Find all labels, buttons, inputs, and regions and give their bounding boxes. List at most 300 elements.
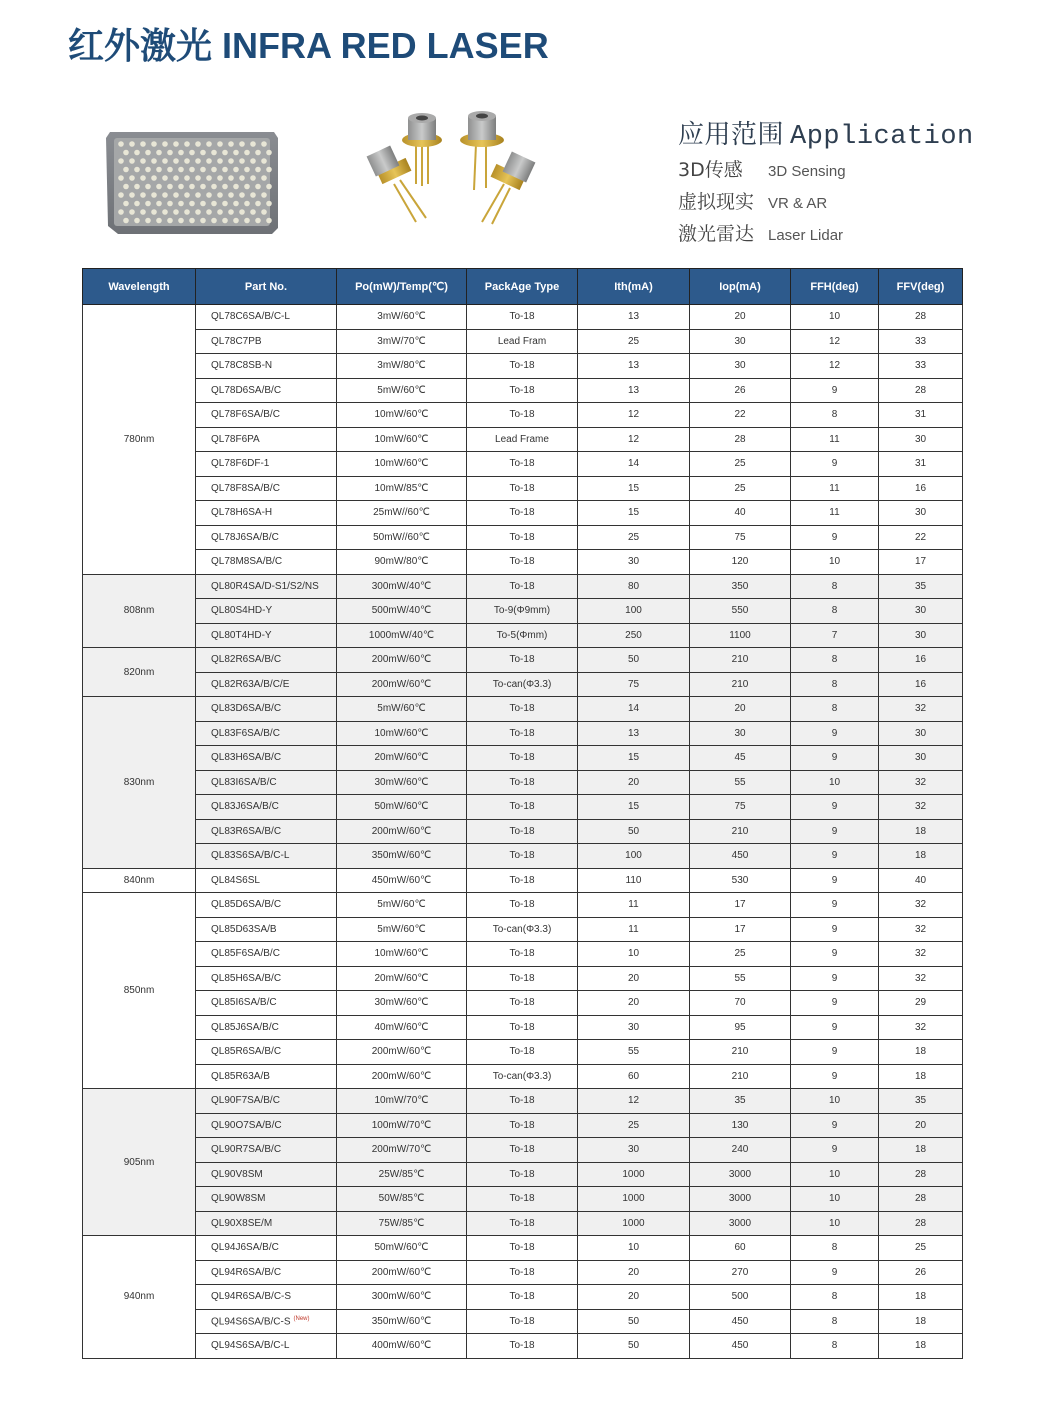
application-title-cn: 应用范围 bbox=[678, 120, 785, 150]
ffv-cell: 32 bbox=[879, 893, 963, 918]
iop-cell: 210 bbox=[690, 1064, 791, 1089]
ith-cell: 50 bbox=[578, 819, 690, 844]
wavelength-cell: 820nm bbox=[83, 648, 196, 697]
ith-cell: 25 bbox=[578, 329, 690, 354]
title-chinese: 红外激光 bbox=[68, 26, 213, 67]
ffv-cell: 40 bbox=[879, 868, 963, 893]
power-temp-cell: 3mW/60℃ bbox=[337, 305, 467, 330]
power-temp-cell: 10mW/85℃ bbox=[337, 476, 467, 501]
power-temp-cell: 300mW/40℃ bbox=[337, 574, 467, 599]
ffv-cell: 30 bbox=[879, 746, 963, 771]
ffv-cell: 32 bbox=[879, 942, 963, 967]
table-row bbox=[83, 305, 963, 330]
ffv-cell: 18 bbox=[879, 1285, 963, 1310]
package-type-cell: Lead Frame bbox=[467, 427, 578, 452]
ffh-cell: 8 bbox=[791, 1236, 879, 1261]
ffh-cell: 8 bbox=[791, 1334, 879, 1359]
package-type-cell: To-18 bbox=[467, 746, 578, 771]
ffh-cell: 9 bbox=[791, 795, 879, 820]
iop-cell: 120 bbox=[690, 550, 791, 575]
ffv-cell: 18 bbox=[879, 1334, 963, 1359]
part-number-cell: QL83F6SA/B/C bbox=[196, 721, 337, 746]
part-number-cell: QL94S6SA/B/C-L bbox=[196, 1334, 337, 1359]
ith-cell: 11 bbox=[578, 893, 690, 918]
ffv-cell: 28 bbox=[879, 305, 963, 330]
part-number-cell: QL90W8SM bbox=[196, 1187, 337, 1212]
power-temp-cell: 50mW/60℃ bbox=[337, 1236, 467, 1261]
header-power-temp: Po(mW)/Temp(℃) bbox=[337, 269, 467, 305]
table-row bbox=[83, 942, 963, 967]
package-type-cell: To-9(Φ9mm) bbox=[467, 599, 578, 624]
package-type-cell: To-18 bbox=[467, 354, 578, 379]
package-type-cell: To-18 bbox=[467, 868, 578, 893]
table-row bbox=[83, 574, 963, 599]
ffh-cell: 9 bbox=[791, 525, 879, 550]
ffv-cell: 30 bbox=[879, 721, 963, 746]
part-number-cell: QL83R6SA/B/C bbox=[196, 819, 337, 844]
ffv-cell: 18 bbox=[879, 1064, 963, 1089]
ffv-cell: 32 bbox=[879, 1015, 963, 1040]
power-temp-cell: 90mW/80℃ bbox=[337, 550, 467, 575]
power-temp-cell: 450mW/60℃ bbox=[337, 868, 467, 893]
application-title bbox=[678, 114, 974, 152]
iop-cell: 25 bbox=[690, 452, 791, 477]
ffh-cell: 12 bbox=[791, 354, 879, 379]
part-number-cell: QL83I6SA/B/C bbox=[196, 770, 337, 795]
ffh-cell: 9 bbox=[791, 893, 879, 918]
ffv-cell: 31 bbox=[879, 403, 963, 428]
iop-cell: 25 bbox=[690, 476, 791, 501]
ffh-cell: 9 bbox=[791, 844, 879, 869]
package-type-cell: To-18 bbox=[467, 1113, 578, 1138]
package-type-cell: To-5(Φmm) bbox=[467, 623, 578, 648]
ith-cell: 10 bbox=[578, 1236, 690, 1261]
ffv-cell: 30 bbox=[879, 599, 963, 624]
ffv-cell: 33 bbox=[879, 354, 963, 379]
ffv-cell: 32 bbox=[879, 966, 963, 991]
iop-cell: 17 bbox=[690, 893, 791, 918]
power-temp-cell: 350mW/60℃ bbox=[337, 844, 467, 869]
package-type-cell: Lead Fram bbox=[467, 329, 578, 354]
ffv-cell: 32 bbox=[879, 795, 963, 820]
iop-cell: 210 bbox=[690, 672, 791, 697]
iop-cell: 30 bbox=[690, 329, 791, 354]
power-temp-cell: 200mW/60℃ bbox=[337, 1064, 467, 1089]
header-wavelength: Wavelength bbox=[83, 269, 196, 305]
ffh-cell: 12 bbox=[791, 329, 879, 354]
ffh-cell: 11 bbox=[791, 501, 879, 526]
iop-cell: 45 bbox=[690, 746, 791, 771]
wavelength-cell: 940nm bbox=[83, 1236, 196, 1359]
power-temp-cell: 3mW/80℃ bbox=[337, 354, 467, 379]
power-temp-cell: 5mW/60℃ bbox=[337, 893, 467, 918]
ith-cell: 20 bbox=[578, 966, 690, 991]
power-temp-cell: 1000mW/40℃ bbox=[337, 623, 467, 648]
table-row bbox=[83, 501, 963, 526]
iop-cell: 130 bbox=[690, 1113, 791, 1138]
part-number-cell: QL78C8SB-N bbox=[196, 354, 337, 379]
table-row bbox=[83, 721, 963, 746]
package-type-cell: To-18 bbox=[467, 1162, 578, 1187]
power-temp-cell: 200mW/60℃ bbox=[337, 1040, 467, 1065]
ith-cell: 14 bbox=[578, 452, 690, 477]
table-row bbox=[83, 1064, 963, 1089]
iop-cell: 210 bbox=[690, 1040, 791, 1065]
ffv-cell: 29 bbox=[879, 991, 963, 1016]
ith-cell: 30 bbox=[578, 1015, 690, 1040]
ith-cell: 30 bbox=[578, 550, 690, 575]
ffh-cell: 9 bbox=[791, 1064, 879, 1089]
package-type-cell: To-18 bbox=[467, 721, 578, 746]
ith-cell: 60 bbox=[578, 1064, 690, 1089]
part-number-cell: QL94J6SA/B/C bbox=[196, 1236, 337, 1261]
ith-cell: 13 bbox=[578, 305, 690, 330]
ffv-cell: 28 bbox=[879, 378, 963, 403]
table-row bbox=[83, 1187, 963, 1212]
table-row bbox=[83, 1089, 963, 1114]
part-number-cell: QL78C7PB bbox=[196, 329, 337, 354]
ffv-cell: 18 bbox=[879, 819, 963, 844]
application-item bbox=[678, 188, 974, 216]
power-temp-cell: 100mW/70℃ bbox=[337, 1113, 467, 1138]
package-type-cell: To-18 bbox=[467, 1260, 578, 1285]
ffh-cell: 9 bbox=[791, 966, 879, 991]
package-type-cell: To-18 bbox=[467, 1285, 578, 1310]
wavelength-cell: 780nm bbox=[83, 305, 196, 575]
power-temp-cell: 400mW/60℃ bbox=[337, 1334, 467, 1359]
laser-diodes-image bbox=[358, 104, 544, 230]
ith-cell: 15 bbox=[578, 501, 690, 526]
iop-cell: 75 bbox=[690, 525, 791, 550]
ith-cell: 11 bbox=[578, 917, 690, 942]
wavelength-cell: 905nm bbox=[83, 1089, 196, 1236]
package-type-cell: To-18 bbox=[467, 942, 578, 967]
ffh-cell: 9 bbox=[791, 1040, 879, 1065]
application-item-cn: 3D传感 bbox=[678, 159, 743, 181]
power-temp-cell: 50mW//60℃ bbox=[337, 525, 467, 550]
application-section bbox=[678, 114, 974, 248]
iop-cell: 17 bbox=[690, 917, 791, 942]
ffv-cell: 30 bbox=[879, 501, 963, 526]
ffh-cell: 8 bbox=[791, 403, 879, 428]
ffv-cell: 20 bbox=[879, 1113, 963, 1138]
ffh-cell: 9 bbox=[791, 942, 879, 967]
package-type-cell: To-18 bbox=[467, 819, 578, 844]
package-type-cell: To-18 bbox=[467, 991, 578, 1016]
header-package-type: PackAge Type bbox=[467, 269, 578, 305]
ffh-cell: 9 bbox=[791, 1260, 879, 1285]
table-row bbox=[83, 1040, 963, 1065]
part-number-cell: QL83S6SA/B/C-L bbox=[196, 844, 337, 869]
header-ffv: FFV(deg) bbox=[879, 269, 963, 305]
part-number-cell: QL83H6SA/B/C bbox=[196, 746, 337, 771]
iop-cell: 500 bbox=[690, 1285, 791, 1310]
application-item bbox=[678, 220, 974, 248]
power-temp-cell: 200mW/60℃ bbox=[337, 648, 467, 673]
power-temp-cell: 20mW/60℃ bbox=[337, 966, 467, 991]
ffv-cell: 18 bbox=[879, 1309, 963, 1334]
wavelength-cell: 830nm bbox=[83, 697, 196, 869]
part-number-cell: QL80S4HD-Y bbox=[196, 599, 337, 624]
power-temp-cell: 200mW/60℃ bbox=[337, 672, 467, 697]
ith-cell: 15 bbox=[578, 476, 690, 501]
part-number-cell: QL78H6SA-H bbox=[196, 501, 337, 526]
power-temp-cell: 10mW/60℃ bbox=[337, 452, 467, 477]
table-row bbox=[83, 403, 963, 428]
ith-cell: 13 bbox=[578, 378, 690, 403]
ith-cell: 1000 bbox=[578, 1162, 690, 1187]
application-item-en: 3D Sensing bbox=[768, 163, 846, 180]
ffh-cell: 8 bbox=[791, 574, 879, 599]
power-temp-cell: 50mW/60℃ bbox=[337, 795, 467, 820]
table-header-row bbox=[83, 269, 963, 305]
ffh-cell: 9 bbox=[791, 452, 879, 477]
table-row bbox=[83, 1334, 963, 1359]
header-part-no: Part No. bbox=[196, 269, 337, 305]
application-item-cn: 虚拟现实 bbox=[678, 191, 755, 213]
application-item-en: VR & AR bbox=[768, 195, 828, 212]
ith-cell: 100 bbox=[578, 599, 690, 624]
power-temp-cell: 5mW/60℃ bbox=[337, 378, 467, 403]
part-number-cell: QL78F6SA/B/C bbox=[196, 403, 337, 428]
part-number-cell: QL85R63A/B bbox=[196, 1064, 337, 1089]
ffv-cell: 30 bbox=[879, 623, 963, 648]
application-item bbox=[678, 156, 974, 184]
part-number-cell: QL85H6SA/B/C bbox=[196, 966, 337, 991]
iop-cell: 450 bbox=[690, 844, 791, 869]
part-number-cell: QL85D63SA/B bbox=[196, 917, 337, 942]
package-type-cell: To-18 bbox=[467, 1334, 578, 1359]
iop-cell: 95 bbox=[690, 1015, 791, 1040]
ith-cell: 25 bbox=[578, 525, 690, 550]
ffh-cell: 8 bbox=[791, 672, 879, 697]
table-row bbox=[83, 1138, 963, 1163]
ffh-cell: 8 bbox=[791, 1309, 879, 1334]
table-row bbox=[83, 648, 963, 673]
part-number-cell: QL83D6SA/B/C bbox=[196, 697, 337, 722]
ffv-cell: 16 bbox=[879, 476, 963, 501]
ffv-cell: 30 bbox=[879, 427, 963, 452]
power-temp-cell: 40mW/60℃ bbox=[337, 1015, 467, 1040]
table-row bbox=[83, 623, 963, 648]
iop-cell: 25 bbox=[690, 942, 791, 967]
power-temp-cell: 200mW/60℃ bbox=[337, 819, 467, 844]
iop-cell: 20 bbox=[690, 305, 791, 330]
ith-cell: 12 bbox=[578, 427, 690, 452]
ffh-cell: 9 bbox=[791, 378, 879, 403]
package-type-cell: To-18 bbox=[467, 1236, 578, 1261]
part-number-cell: QL94R6SA/B/C-S bbox=[196, 1285, 337, 1310]
wavelength-cell: 850nm bbox=[83, 893, 196, 1089]
header-ffh: FFH(deg) bbox=[791, 269, 879, 305]
ith-cell: 13 bbox=[578, 721, 690, 746]
table-row bbox=[83, 917, 963, 942]
table-row bbox=[83, 550, 963, 575]
ith-cell: 12 bbox=[578, 1089, 690, 1114]
package-type-cell: To-18 bbox=[467, 1187, 578, 1212]
ffh-cell: 8 bbox=[791, 648, 879, 673]
part-number-cell: QL78F8SA/B/C bbox=[196, 476, 337, 501]
part-number-cell: QL82R6SA/B/C bbox=[196, 648, 337, 673]
table-row bbox=[83, 770, 963, 795]
wavelength-cell: 840nm bbox=[83, 868, 196, 893]
ffh-cell: 10 bbox=[791, 550, 879, 575]
ith-cell: 80 bbox=[578, 574, 690, 599]
package-type-cell: To-can(Φ3.3) bbox=[467, 672, 578, 697]
power-temp-cell: 30mW/60℃ bbox=[337, 991, 467, 1016]
iop-cell: 40 bbox=[690, 501, 791, 526]
iop-cell: 450 bbox=[690, 1334, 791, 1359]
iop-cell: 60 bbox=[690, 1236, 791, 1261]
part-number-cell: QL85R6SA/B/C bbox=[196, 1040, 337, 1065]
ffh-cell: 10 bbox=[791, 305, 879, 330]
iop-cell: 530 bbox=[690, 868, 791, 893]
ffh-cell: 10 bbox=[791, 770, 879, 795]
power-temp-cell: 350mW/60℃ bbox=[337, 1309, 467, 1334]
package-type-cell: To-18 bbox=[467, 844, 578, 869]
iop-cell: 3000 bbox=[690, 1162, 791, 1187]
power-temp-cell: 300mW/60℃ bbox=[337, 1285, 467, 1310]
ffv-cell: 32 bbox=[879, 917, 963, 942]
iop-cell: 270 bbox=[690, 1260, 791, 1285]
ffh-cell: 10 bbox=[791, 1162, 879, 1187]
new-badge: (New) bbox=[293, 1315, 310, 1322]
laser-chip-tray-image bbox=[104, 128, 280, 236]
ith-cell: 50 bbox=[578, 1334, 690, 1359]
power-temp-cell: 10mW/60℃ bbox=[337, 721, 467, 746]
table-row bbox=[83, 1309, 963, 1334]
ith-cell: 13 bbox=[578, 354, 690, 379]
power-temp-cell: 25mW//60℃ bbox=[337, 501, 467, 526]
ffv-cell: 18 bbox=[879, 844, 963, 869]
ith-cell: 100 bbox=[578, 844, 690, 869]
package-type-cell: To-18 bbox=[467, 525, 578, 550]
table-row bbox=[83, 1236, 963, 1261]
ith-cell: 12 bbox=[578, 403, 690, 428]
ffv-cell: 32 bbox=[879, 697, 963, 722]
ffh-cell: 9 bbox=[791, 721, 879, 746]
table-row bbox=[83, 1162, 963, 1187]
iop-cell: 28 bbox=[690, 427, 791, 452]
power-temp-cell: 20mW/60℃ bbox=[337, 746, 467, 771]
table-row bbox=[83, 746, 963, 771]
package-type-cell: To-18 bbox=[467, 452, 578, 477]
ith-cell: 1000 bbox=[578, 1187, 690, 1212]
ith-cell: 50 bbox=[578, 1309, 690, 1334]
iop-cell: 240 bbox=[690, 1138, 791, 1163]
iop-cell: 22 bbox=[690, 403, 791, 428]
part-number-cell: QL80R4SA/D-S1/S2/NS bbox=[196, 574, 337, 599]
part-number-cell: QL80T4HD-Y bbox=[196, 623, 337, 648]
ith-cell: 20 bbox=[578, 1260, 690, 1285]
table-row bbox=[83, 893, 963, 918]
part-number-cell: QL85I6SA/B/C bbox=[196, 991, 337, 1016]
ffh-cell: 9 bbox=[791, 1113, 879, 1138]
ith-cell: 110 bbox=[578, 868, 690, 893]
iop-cell: 55 bbox=[690, 770, 791, 795]
iop-cell: 30 bbox=[690, 354, 791, 379]
power-temp-cell: 5mW/60℃ bbox=[337, 917, 467, 942]
part-number-cell: QL85J6SA/B/C bbox=[196, 1015, 337, 1040]
table-row bbox=[83, 329, 963, 354]
table-row bbox=[83, 525, 963, 550]
package-type-cell: To-18 bbox=[467, 1040, 578, 1065]
ffv-cell: 35 bbox=[879, 574, 963, 599]
part-number-cell: QL90R7SA/B/C bbox=[196, 1138, 337, 1163]
power-temp-cell: 10mW/70℃ bbox=[337, 1089, 467, 1114]
ffh-cell: 8 bbox=[791, 697, 879, 722]
package-type-cell: To-18 bbox=[467, 574, 578, 599]
package-type-cell: To-18 bbox=[467, 550, 578, 575]
table-row bbox=[83, 1015, 963, 1040]
table-row bbox=[83, 476, 963, 501]
iop-cell: 30 bbox=[690, 721, 791, 746]
ffh-cell: 9 bbox=[791, 991, 879, 1016]
iop-cell: 3000 bbox=[690, 1187, 791, 1212]
ith-cell: 20 bbox=[578, 991, 690, 1016]
part-number-cell: QL90V8SM bbox=[196, 1162, 337, 1187]
package-type-cell: To-18 bbox=[467, 648, 578, 673]
spec-table bbox=[82, 268, 963, 1359]
header-ith: Ith(mA) bbox=[578, 269, 690, 305]
package-type-cell: To-18 bbox=[467, 1089, 578, 1114]
part-number-cell: QL83J6SA/B/C bbox=[196, 795, 337, 820]
package-type-cell: To-18 bbox=[467, 893, 578, 918]
table-row bbox=[83, 427, 963, 452]
ffh-cell: 8 bbox=[791, 599, 879, 624]
part-number-cell: QL85F6SA/B/C bbox=[196, 942, 337, 967]
iop-cell: 550 bbox=[690, 599, 791, 624]
ith-cell: 15 bbox=[578, 795, 690, 820]
application-item-en: Laser Lidar bbox=[768, 227, 844, 244]
ffv-cell: 16 bbox=[879, 672, 963, 697]
ith-cell: 10 bbox=[578, 942, 690, 967]
package-type-cell: To-18 bbox=[467, 770, 578, 795]
ith-cell: 75 bbox=[578, 672, 690, 697]
package-type-cell: To-18 bbox=[467, 1138, 578, 1163]
ffv-cell: 28 bbox=[879, 1211, 963, 1236]
ffv-cell: 31 bbox=[879, 452, 963, 477]
power-temp-cell: 200mW/60℃ bbox=[337, 1260, 467, 1285]
table-row bbox=[83, 1211, 963, 1236]
table-row bbox=[83, 1260, 963, 1285]
package-type-cell: To-18 bbox=[467, 966, 578, 991]
ffv-cell: 16 bbox=[879, 648, 963, 673]
package-type-cell: To-18 bbox=[467, 1309, 578, 1334]
part-number-cell: QL84S6SL bbox=[196, 868, 337, 893]
power-temp-cell: 200mW/70℃ bbox=[337, 1138, 467, 1163]
table-row bbox=[83, 354, 963, 379]
ffh-cell: 10 bbox=[791, 1089, 879, 1114]
ith-cell: 1000 bbox=[578, 1211, 690, 1236]
ffv-cell: 18 bbox=[879, 1040, 963, 1065]
part-number-cell: QL78C6SA/B/C-L bbox=[196, 305, 337, 330]
power-temp-cell: 3mW/70℃ bbox=[337, 329, 467, 354]
table-row bbox=[83, 819, 963, 844]
ffh-cell: 11 bbox=[791, 427, 879, 452]
table-row bbox=[83, 672, 963, 697]
table-row bbox=[83, 991, 963, 1016]
part-number-cell: QL85D6SA/B/C bbox=[196, 893, 337, 918]
table-row bbox=[83, 1113, 963, 1138]
header-iop: Iop(mA) bbox=[690, 269, 791, 305]
ith-cell: 14 bbox=[578, 697, 690, 722]
ith-cell: 55 bbox=[578, 1040, 690, 1065]
iop-cell: 20 bbox=[690, 697, 791, 722]
power-temp-cell: 10mW/60℃ bbox=[337, 427, 467, 452]
iop-cell: 35 bbox=[690, 1089, 791, 1114]
ffh-cell: 9 bbox=[791, 868, 879, 893]
